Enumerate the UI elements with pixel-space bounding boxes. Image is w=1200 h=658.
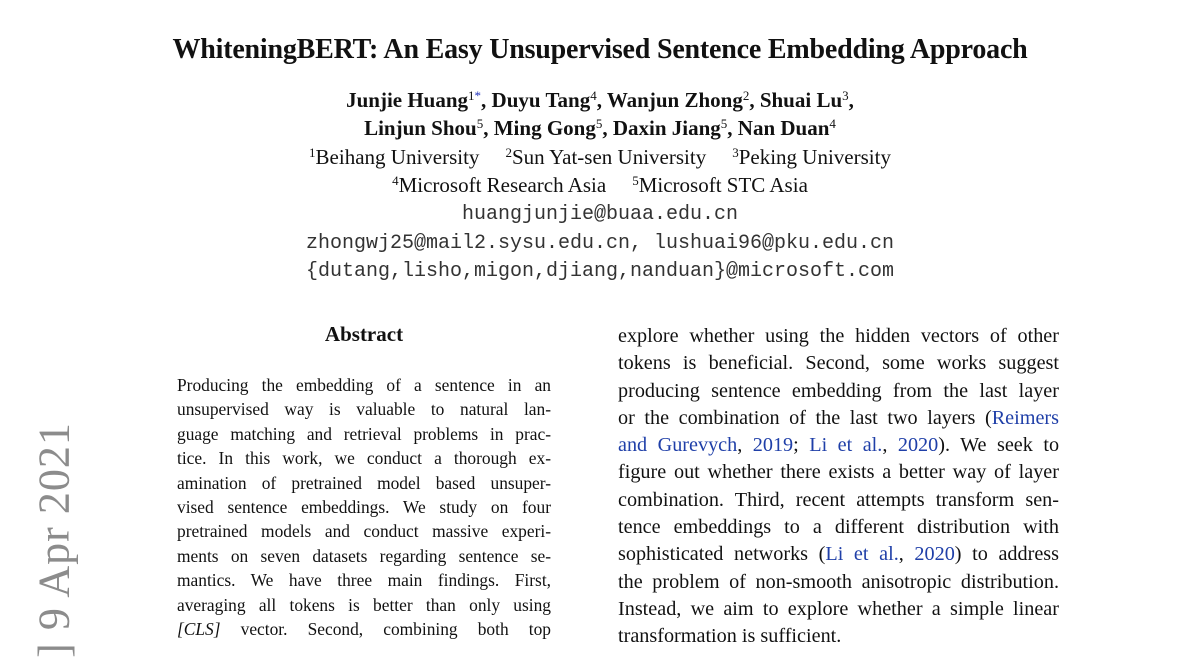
affiliation (732, 145, 891, 169)
body-line (618, 623, 1059, 650)
body-line (618, 459, 1059, 486)
author-affil-mark: 1 (468, 88, 475, 103)
body-text: figure out whether there exists a better way of layer (618, 461, 1059, 484)
affiliation-name: Microsoft STC Asia (638, 173, 808, 197)
email-line-3: {dutang,lisho,migon,djiang,nanduan}@microsoft.com (305, 260, 895, 283)
affiliation (392, 173, 606, 197)
body-text: ) to address (954, 543, 1060, 566)
body-text: , (882, 434, 898, 457)
body-text: transformation is sufficient. (618, 625, 842, 648)
body-line (618, 487, 1059, 514)
abstract-heading: Abstract (324, 322, 404, 346)
body-line (618, 378, 1059, 405)
affiliation-mark: 4 (392, 173, 399, 188)
author-name: Nan Duan (737, 116, 830, 140)
affiliation (309, 145, 479, 169)
author-name: Linjun Shou (364, 116, 477, 140)
affiliation-mark: 3 (732, 145, 739, 160)
affiliation-name: Microsoft Research Asia (398, 173, 607, 197)
abstract-line: tice. In this work, we conduct a thorough ex- (177, 448, 551, 469)
body-line (618, 432, 1059, 459)
abstract-line: averaging all tokens is better than only using (177, 594, 551, 615)
body-text: ; (793, 434, 810, 457)
arxiv-stamp: ] 9 Apr 2021 (29, 422, 79, 658)
abstract-line: mantics. We have three main findings. First, (177, 570, 551, 591)
body-line (618, 569, 1059, 596)
body-text: tokens is beneficial. Second, some works suggest (618, 352, 1059, 375)
body-text: producing sentence embedding from the last layer (618, 379, 1059, 402)
body-text: the problem of non-smooth anisotropic distribution. (618, 570, 1059, 593)
author-list-line-1: Junjie Huang$^{1*}$, Duyu Tang$^4$, Wanjun Zhong$^2$, Shuai Lu$^3$, (346, 88, 854, 112)
citation-link[interactable]: Reimers (991, 406, 1059, 429)
body-text: explore whether using the hidden vectors of other (618, 325, 1059, 347)
abstract-line: ments on seven datasets regarding sentence se- (177, 545, 551, 566)
paper-title: WhiteningBERT: An Easy Unsupervised Sentence Embedding Approach (172, 34, 1028, 65)
abstract-line: unsupervised way is valuable to natural lan- (177, 399, 551, 420)
author-affil-mark: 5 (476, 116, 484, 131)
affiliation-name: Beihang University (315, 145, 480, 169)
author-affil-mark: 4 (829, 116, 836, 131)
citation-link[interactable]: Li et al. (809, 434, 883, 457)
affiliation-mark: 1 (309, 145, 316, 160)
body-text: , (898, 543, 915, 566)
affiliation (632, 173, 808, 197)
author-name: Wanjun Zhong (606, 88, 743, 112)
author-affil-mark: 2 (742, 88, 750, 103)
body-text: Instead, we aim to explore whether a simple linear (618, 597, 1059, 620)
author-name: Junjie Huang (346, 88, 469, 112)
body-line (618, 541, 1059, 568)
affiliations-line-2 (0, 173, 1200, 198)
citation-link[interactable]: Li et al. (825, 543, 899, 566)
affiliation (505, 145, 706, 169)
body-line (618, 350, 1059, 377)
abstract-line: Producing the embedding of a sentence in an (177, 375, 551, 395)
citation-link[interactable]: 2020 (914, 543, 955, 566)
body-text: tence embeddings to a different distribution with (618, 516, 1059, 539)
author-affil-mark: 3 (842, 88, 849, 103)
affiliations-line-1 (0, 145, 1200, 170)
body-line (618, 405, 1059, 432)
author-affil-mark: 5 (720, 116, 728, 131)
body-text: combination. Third, recent attempts transform sen- (618, 488, 1059, 511)
affiliation-name: Peking University (738, 145, 891, 169)
body-text: , (737, 434, 753, 457)
author-name: Ming Gong (493, 116, 596, 140)
citation-link[interactable]: and Gurevych (618, 434, 738, 457)
body-column-right (618, 323, 1059, 651)
body-line (618, 596, 1059, 623)
affiliation-name: Sun Yat-sen University (511, 145, 707, 169)
abstract-line: vised sentence embeddings. We study on four (177, 497, 551, 518)
author-name: Daxin Jiang (612, 116, 721, 140)
author-affil-mark: 4 (590, 88, 597, 103)
citation-link[interactable]: 2020 (897, 434, 939, 457)
email-line-2: zhongwj25@mail2.sysu.edu.cn, lushuai96@pku.edu.cn (305, 232, 895, 255)
abstract-line-rest: vector. Second, combining both top (220, 619, 551, 640)
affiliation-mark: 2 (505, 145, 512, 160)
body-text: or the combination of the last two layers ( (618, 406, 992, 429)
author-name: Duyu Tang (491, 88, 591, 112)
abstract-line: guage matching and retrieval problems in prac- (177, 423, 551, 444)
author-affil-mark: 5 (595, 116, 603, 131)
abstract-line (177, 617, 551, 641)
affiliation-mark: 5 (632, 173, 639, 188)
author-list-line-2: Linjun Shou$^5$, Ming Gong$^5$, Daxin Jiang$^5$, Nan Duan$^4$ (364, 116, 836, 140)
author-name: Shuai Lu (759, 88, 843, 112)
citation-link[interactable]: 2019 (752, 434, 794, 457)
corresponding-author-mark[interactable]: * (474, 88, 482, 103)
abstract-body (177, 373, 551, 641)
body-line (618, 323, 1059, 350)
body-line (618, 514, 1059, 541)
cls-math: [CLS] (177, 619, 221, 640)
email-line-1: huangjunjie@buaa.edu.cn (461, 203, 739, 226)
body-text: sophisticated networks ( (618, 543, 826, 566)
abstract-line: pretrained models and conduct massive experi- (177, 521, 551, 542)
abstract-line: amination of pretrained model based unsuper- (177, 472, 551, 493)
body-text: ). We seek to (938, 434, 1060, 457)
